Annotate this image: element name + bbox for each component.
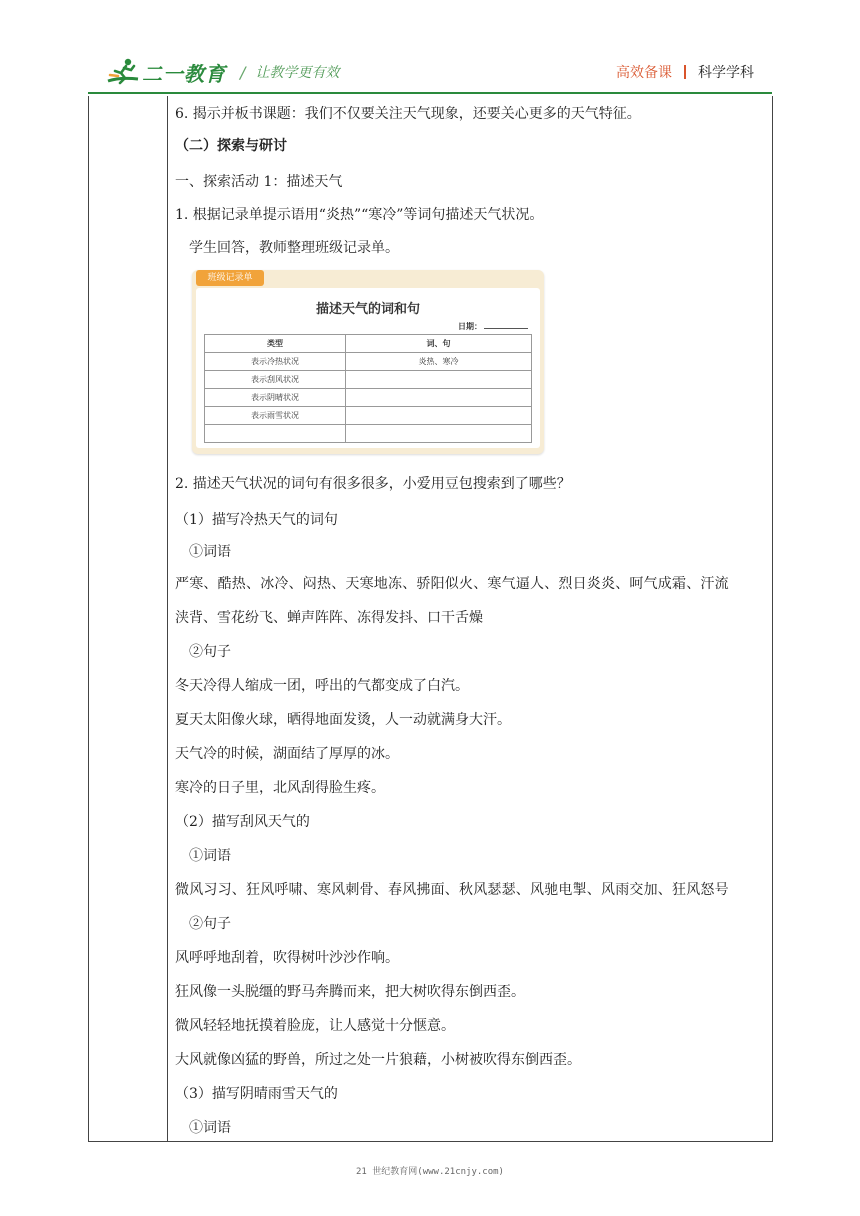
table-header-cell: 词、句 [346, 335, 532, 353]
header-separator [684, 65, 686, 79]
subheading: （3）描写阴晴雨雪天气的 [175, 1086, 338, 1102]
header-rule [88, 92, 772, 94]
table-cell [205, 425, 346, 443]
record-table [204, 334, 532, 443]
text-line: 1. 根据记录单提示语用“炎热”“寒冷”等词句描述天气状况。 [175, 207, 544, 223]
list-label: ①词语 [189, 1120, 231, 1136]
text-line: 学生回答，教师整理班级记录单。 [189, 240, 399, 256]
subheading: （2）描写刮风天气的 [175, 814, 310, 830]
logo [106, 56, 339, 88]
table-cell [346, 389, 532, 407]
table-cell [346, 371, 532, 389]
date-label: 日期： [458, 321, 482, 331]
table-header-row [205, 335, 532, 353]
table-row [205, 353, 532, 371]
text-line: 微风轻轻地抚摸着脸庞，让人感觉十分惬意。 [175, 1018, 455, 1034]
table-cell [346, 425, 532, 443]
header-slogan: 让教学更有效 [255, 65, 340, 81]
text-line: 天气冷的时候，湖面结了厚厚的冰。 [175, 746, 399, 762]
list-label: ①词语 [189, 848, 231, 864]
table-row [205, 425, 532, 443]
header-slash: / [240, 62, 246, 82]
list-label: ②句子 [189, 644, 231, 660]
activity-heading: 一、探索活动 1：描述天气 [175, 174, 343, 190]
page-header [0, 0, 860, 96]
table-cell: 炎热、寒冷 [346, 353, 532, 371]
text-line: 大风就像凶猛的野兽，所过之处一片狼藉，小树被吹得东倒西歪。 [175, 1052, 581, 1068]
table-cell: 表示冷热状况 [205, 353, 346, 371]
text-line: 狂风像一头脱缰的野马奔腾而来，把大树吹得东倒西歪。 [175, 984, 525, 1000]
header-right [616, 62, 754, 82]
record-card-title: 描述天气的词和句 [315, 302, 420, 317]
table-cell: 表示刮风状况 [205, 371, 346, 389]
record-card-date [458, 320, 528, 332]
subheading: （1）描写冷热天气的词句 [175, 512, 338, 528]
date-blank [484, 320, 528, 329]
record-card-body [196, 288, 540, 448]
table-cell [346, 407, 532, 425]
table-row [205, 389, 532, 407]
list-label: ①词语 [189, 544, 231, 560]
page-footer: 21 世纪教育网(www.21cnjy.com) [356, 1167, 504, 1177]
header-tag-lesson: 高效备课 [616, 65, 672, 81]
text-line: 夏天太阳像火球，晒得地面发烫，人一动就满身大汗。 [175, 712, 511, 728]
table-cell: 表示雨雪状况 [205, 407, 346, 425]
table-row [205, 407, 532, 425]
text-line: 严寒、酷热、冰冷、闷热、天寒地冻、骄阳似火、寒气逼人、烈日炎炎、呵气成霜、汗流 [175, 576, 729, 592]
text-line: 冬天冷得人缩成一团，呼出的气都变成了白汽。 [175, 678, 469, 694]
logo-name: 二一教育 [142, 61, 226, 86]
section-heading: （二）探索与研讨 [175, 138, 287, 154]
text-line: 浃背、雪花纷飞、蝉声阵阵、冻得发抖、口干舌燥 [175, 610, 483, 626]
list-label: ②句子 [189, 916, 231, 932]
text-line: 寒冷的日子里，北风刮得脸生疼。 [175, 780, 385, 796]
text-line: 2. 描述天气状况的词句有很多很多，小爱用豆包搜索到了哪些？ [175, 476, 571, 492]
class-record-card [192, 270, 544, 454]
text-line: 6. 揭示并板书课题：我们不仅要关注天气现象，还要关心更多的天气特征。 [175, 106, 641, 122]
record-card-tag: 班级记录单 [196, 270, 264, 286]
text-line: 微风习习、狂风呼啸、寒风刺骨、春风拂面、秋风瑟瑟、风驰电掣、风雨交加、狂风怒号 [175, 882, 729, 898]
text-line: 风呼呼地刮着，吹得树叶沙沙作响。 [175, 950, 399, 966]
header-tag-subject: 科学学科 [698, 65, 754, 81]
table-header-cell: 类型 [205, 335, 346, 353]
table-row [205, 371, 532, 389]
lesson-table-divider [167, 96, 168, 1142]
runner-logo-icon [106, 57, 140, 87]
table-cell: 表示阴晴状况 [205, 389, 346, 407]
